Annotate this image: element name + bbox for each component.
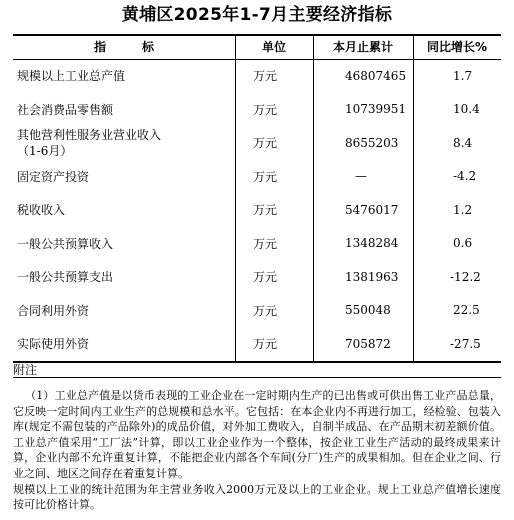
row-unit: 万元 — [252, 203, 277, 218]
table-row — [13, 327, 501, 361]
notes-body — [13, 388, 501, 513]
row-cumulative: — — [355, 169, 367, 184]
row-indicator: 规模以上工业总产值 — [17, 69, 126, 84]
row-growth: 22.5 — [453, 303, 480, 318]
row-unit: 万元 — [252, 102, 277, 117]
row-indicator-line1: 其他营利性服务业营业收入 — [17, 127, 162, 142]
row-cumulative: 46807465 — [345, 68, 407, 83]
row-unit: 万元 — [252, 136, 277, 151]
table-row — [13, 160, 501, 194]
notes-paragraph-2: 规模以上工业的统计范围为年主营业务收入2000万元及以上的工业企业。规上工业总产值增长速度按可比价格计算。 — [13, 482, 501, 512]
row-growth: 10.4 — [453, 102, 480, 117]
row-indicator: 社会消费品零售额 — [17, 102, 114, 117]
indicator-table — [13, 34, 501, 363]
header-unit: 单位 — [261, 40, 286, 54]
table-header — [13, 36, 501, 60]
row-cumulative: 10739951 — [345, 102, 407, 117]
header-growth: 同比增长% — [426, 40, 488, 54]
row-indicator: 一般公共预算支出 — [17, 270, 114, 285]
row-cumulative: 5476017 — [345, 202, 399, 217]
row-indicator: 一般公共预算收入 — [17, 236, 114, 251]
row-cumulative: 1381963 — [345, 269, 399, 284]
row-growth: 1.2 — [453, 202, 473, 217]
table-row — [13, 260, 501, 294]
row-growth: 1.7 — [453, 68, 473, 83]
table-row — [13, 227, 501, 261]
table-row — [13, 193, 501, 227]
row-growth: 8.4 — [453, 135, 473, 150]
row-unit: 万元 — [252, 236, 277, 251]
table-row — [13, 294, 501, 328]
row-unit: 万元 — [252, 169, 277, 184]
row-unit: 万元 — [252, 337, 277, 352]
notes-divider — [13, 377, 501, 378]
row-cumulative: 1348284 — [345, 236, 399, 251]
page-title: 黄埔区2025年1-7月主要经济指标 — [121, 5, 393, 25]
row-indicator: 税收收入 — [17, 203, 66, 218]
row-unit: 万元 — [252, 303, 277, 318]
row-growth: -4.2 — [453, 169, 477, 184]
row-unit: 万元 — [252, 69, 277, 84]
row-growth: -12.2 — [450, 269, 481, 284]
row-indicator: 合同利用外资 — [17, 303, 90, 318]
table-row — [13, 93, 501, 127]
notes-paragraph-1: （1）工业总产值是以货币表现的工业企业在一定时期内生产的已出售或可供出售工业产品总量，它反映一定时间内工业生产的总规模和总水平。它包括：在本企业内不再进行加工，经检验、包装入库(规定不需包装的产品除外)的成品价值，对外加工费收入，自制半成品、在产品期末初差额价值。工业总产值采用“工厂法”计算，即以工业企业作为一个整体，按企业工业生产活动的最终成果来计算，企业内部不允许重复计算，不能把企业内部各个车间(分厂)生产的成果相加。但在企业之间、行业之间、地区之间存在着重复计算。 — [13, 389, 501, 480]
row-cumulative: 705872 — [345, 336, 391, 351]
row-indicator — [17, 126, 232, 160]
notes-label: 附注 — [13, 363, 38, 377]
table-row — [13, 59, 501, 93]
row-growth: 0.6 — [453, 236, 473, 251]
row-unit: 万元 — [252, 270, 277, 285]
header-indicator: 指 标 — [93, 40, 154, 54]
row-indicator: 实际使用外资 — [17, 337, 90, 352]
row-growth: -27.5 — [450, 336, 481, 351]
row-cumulative: 8655203 — [345, 135, 399, 150]
row-indicator: 固定资产投资 — [17, 169, 90, 184]
header-cumulative: 本月止累计 — [332, 40, 393, 54]
table-row — [13, 126, 501, 160]
row-indicator-line2: （1-6月） — [17, 143, 73, 158]
row-cumulative: 550048 — [345, 303, 391, 318]
